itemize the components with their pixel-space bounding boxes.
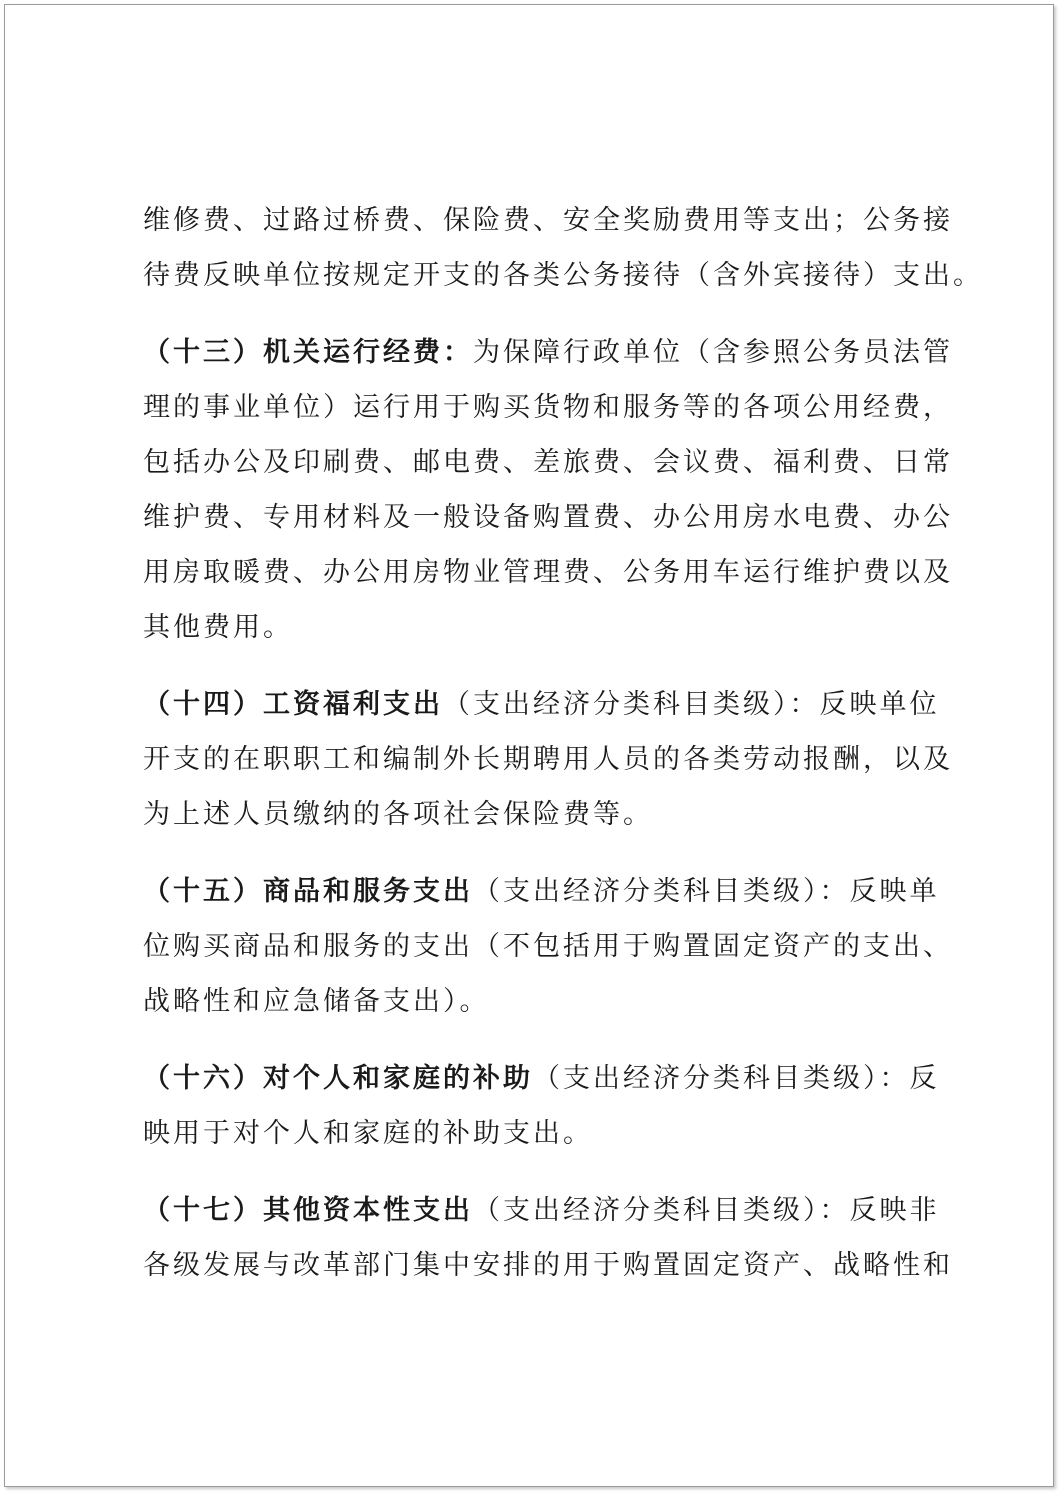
paragraph-heading: （十六）对个人和家庭的补助	[143, 1063, 533, 1094]
text-line: 用房取暖费、办公用房物业管理费、公务用车运行维护费以及	[143, 557, 953, 588]
paragraph-15-goods-services	[143, 864, 953, 1029]
text-line: 理的事业单位）运行用于购买货物和服务等的各项公用经费，	[143, 392, 953, 423]
text-segment: 为保障行政单位（含参照公务员法管	[473, 337, 953, 368]
paragraph-heading: （十四）工资福利支出	[143, 689, 443, 720]
text-line: 为上述人员缴纳的各项社会保险费等。	[143, 799, 653, 830]
paragraph-16-household-subsidies	[143, 1051, 943, 1161]
text-line: 映用于对个人和家庭的补助支出。	[143, 1118, 593, 1149]
text-line	[143, 677, 943, 732]
text-line: 位购买商品和服务的支出（不包括用于购置固定资产的支出、	[143, 931, 953, 962]
paragraph-official-reception	[143, 193, 983, 303]
text-segment: （支出经济分类科目类级）：反映单位	[443, 689, 940, 720]
text-line	[143, 1051, 943, 1106]
paragraph-heading: （十三）机关运行经费：	[143, 337, 473, 368]
document-body	[143, 193, 983, 1315]
text-line: 开支的在职职工和编制外长期聘用人员的各类劳动报酬，以及	[143, 744, 953, 775]
text-line: 各级发展与改革部门集中安排的用于购置固定资产、战略性和	[143, 1250, 953, 1281]
text-line: 其他费用。	[143, 612, 293, 643]
paragraph-heading: （十五）商品和服务支出	[143, 876, 473, 907]
document-page	[4, 4, 1054, 1487]
text-segment: （支出经济分类科目类级）：反映单	[473, 876, 940, 907]
text-segment: （支出经济分类科目类级）：反	[533, 1063, 940, 1094]
text-line: 维修费、过路过桥费、保险费、安全奖励费用等支出；公务接	[143, 205, 953, 236]
text-line	[143, 864, 943, 919]
paragraph-13-agency-operating-funds	[143, 325, 953, 655]
paragraph-heading: （十七）其他资本性支出	[143, 1195, 473, 1226]
text-line	[143, 1183, 943, 1238]
text-line: 维护费、专用材料及一般设备购置费、办公用房水电费、办公	[143, 502, 953, 533]
text-line	[143, 325, 953, 380]
text-segment: （支出经济分类科目类级）：反映非	[473, 1195, 940, 1226]
text-line: 待费反映单位按规定开支的各类公务接待（含外宾接待）支出。	[143, 260, 983, 291]
text-line: 包括办公及印刷费、邮电费、差旅费、会议费、福利费、日常	[143, 447, 953, 478]
text-line: 战略性和应急储备支出）。	[143, 986, 490, 1017]
paragraph-17-other-capital-expenditure	[143, 1183, 953, 1293]
paragraph-14-wages-welfare	[143, 677, 953, 842]
